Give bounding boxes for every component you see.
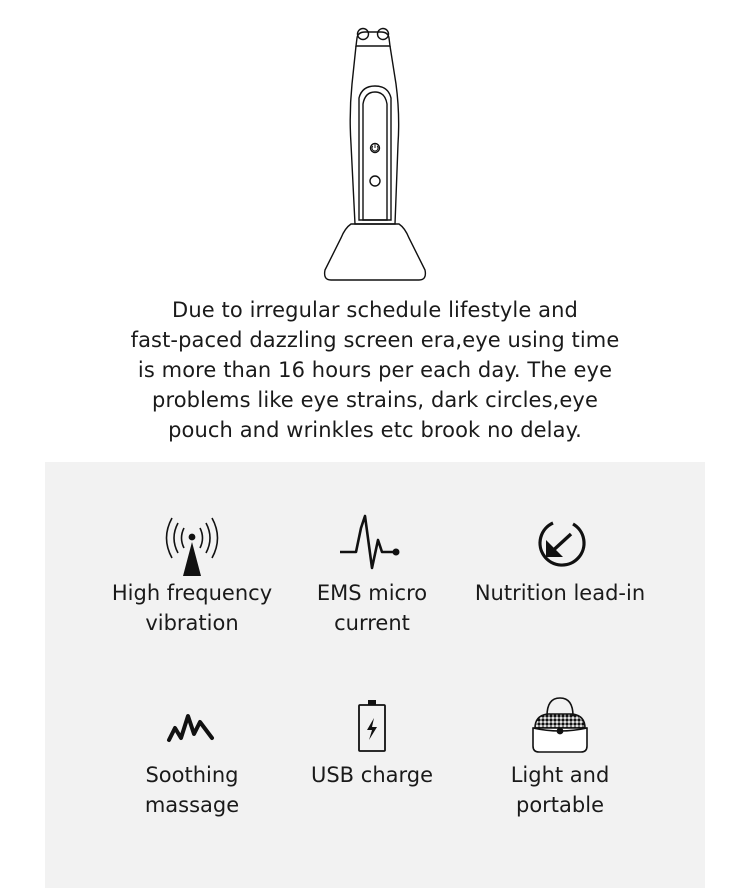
intro-line: Due to irregular schedule lifestyle and <box>172 298 578 322</box>
feature-ems-micro-current <box>267 510 477 638</box>
handbag-icon <box>525 694 595 760</box>
intro-line: pouch and wrinkles etc brook no delay. <box>168 418 582 442</box>
intro-paragraph <box>100 295 650 445</box>
feature-nutrition-lead-in <box>455 510 665 608</box>
feature-label: current <box>334 611 410 635</box>
intro-line: problems like eye strains, dark circles,eye <box>152 388 598 412</box>
feature-light-and-portable <box>455 694 665 820</box>
feature-soothing-massage <box>87 694 297 820</box>
features-panel <box>45 462 705 888</box>
feature-high-frequency-vibration <box>87 510 297 638</box>
feature-label: Light and <box>510 763 610 787</box>
eye-massager-device-illustration <box>315 24 435 284</box>
feature-label: EMS micro <box>316 581 428 605</box>
feature-label: vibration <box>145 611 239 635</box>
ems-pulse-icon <box>332 510 412 578</box>
intro-line: is more than 16 hours per each day. The eye <box>137 358 613 382</box>
intro-line: fast-paced dazzling screen era,eye using time <box>130 328 620 352</box>
vibration-icon <box>157 510 227 578</box>
feature-label: USB charge <box>310 763 434 787</box>
battery-charge-icon <box>337 694 407 760</box>
massage-icon <box>157 694 227 760</box>
feature-label: Soothing <box>145 763 239 787</box>
nutrition-lead-in-icon <box>525 510 595 578</box>
feature-label: portable <box>516 793 604 817</box>
feature-usb-charge <box>267 694 477 790</box>
feature-label: massage <box>144 793 240 817</box>
feature-label: Nutrition lead-in <box>474 581 646 605</box>
feature-label: High frequency <box>111 581 273 605</box>
